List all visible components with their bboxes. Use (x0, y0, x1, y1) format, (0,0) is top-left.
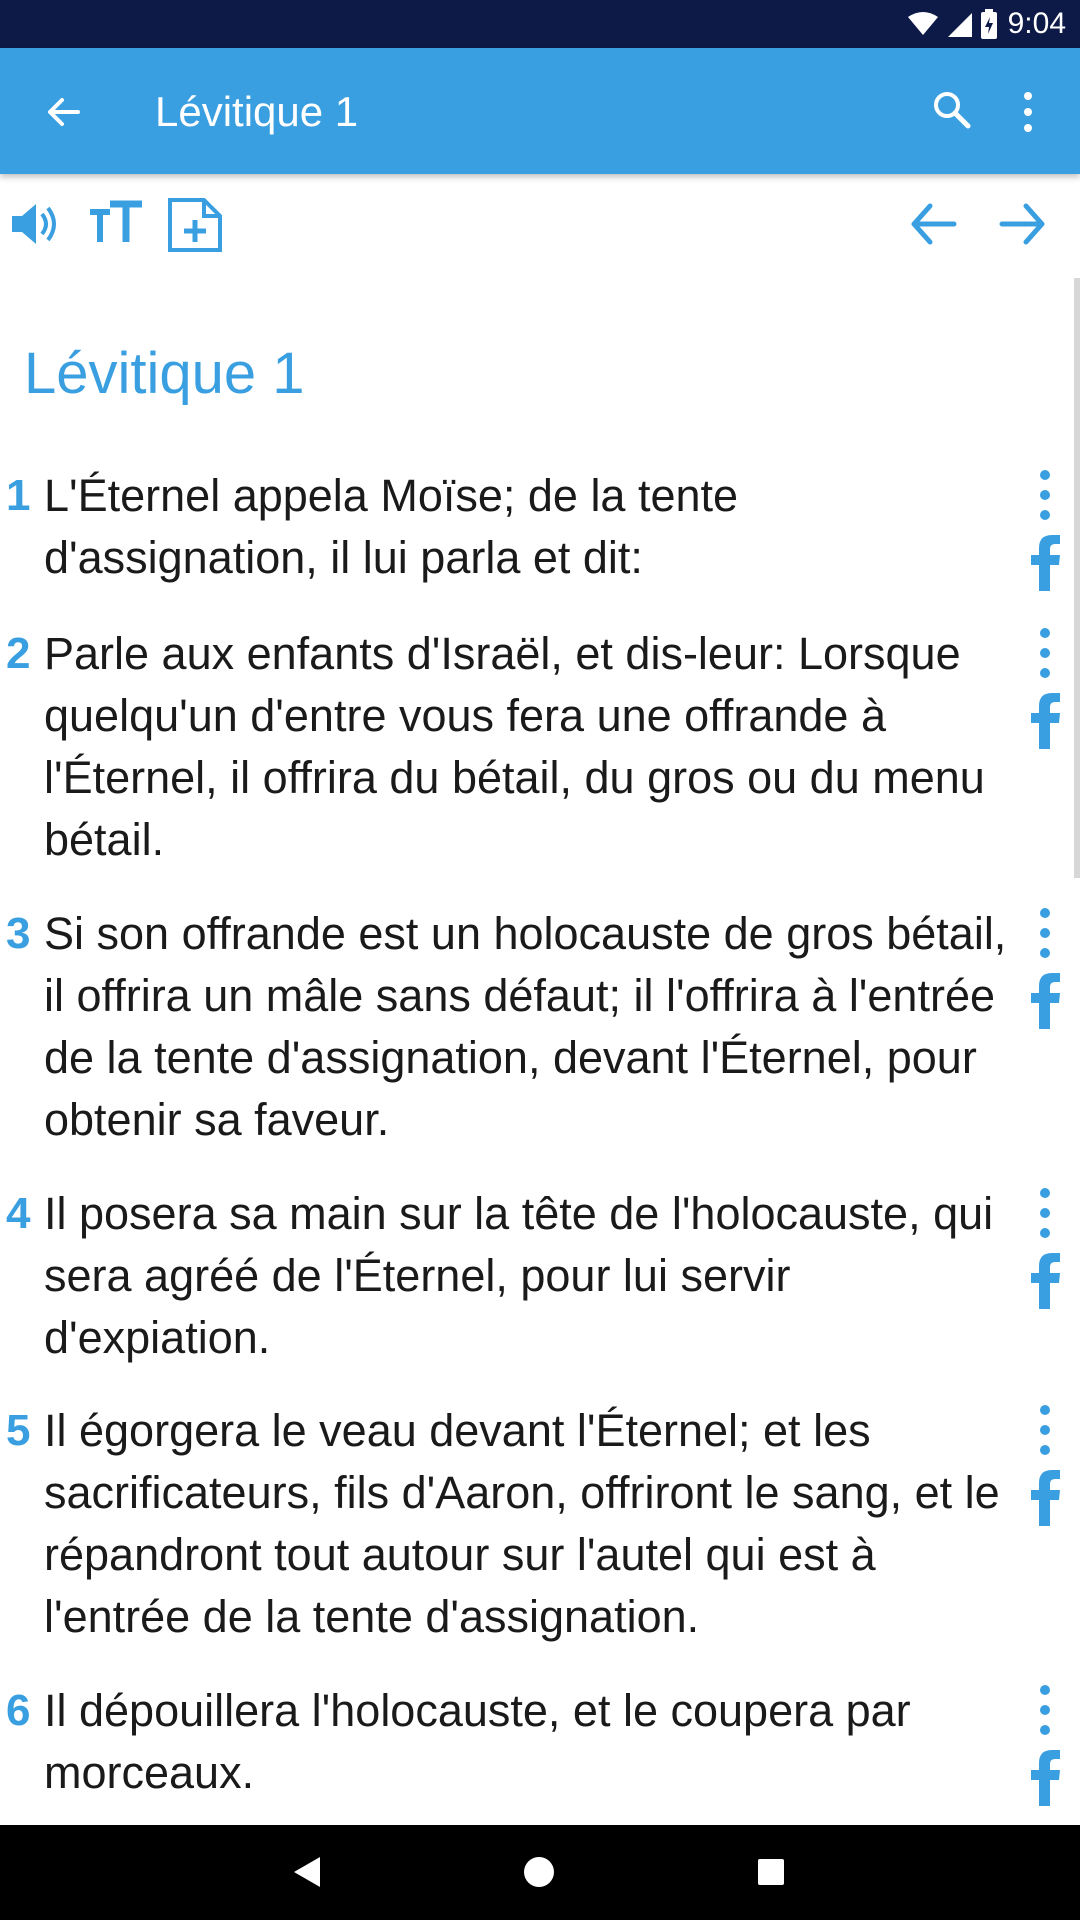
chapter-heading: Lévitique 1 (24, 341, 305, 406)
reader-toolbar (0, 196, 1080, 260)
verse-number: 5 (6, 1406, 31, 1455)
status-time: 9:04 (1007, 7, 1066, 40)
facebook-share-icon[interactable] (1028, 693, 1062, 749)
facebook-share-icon[interactable] (1028, 535, 1062, 591)
verse-text: Il égorgera le veau devant l'Éternel; et les sacrificateurs, fils d'Aaron, offriront le sang, et le répandront tout autour sur l'autel qui est à l'entrée de la tente d'assignation. (44, 1405, 1000, 1642)
facebook-share-icon[interactable] (1028, 1253, 1062, 1309)
facebook-share-icon[interactable] (1028, 1470, 1062, 1526)
system-nav-bar (0, 1825, 1080, 1920)
chapter-content[interactable] (0, 260, 1080, 1825)
nav-recents-icon[interactable] (756, 1857, 786, 1887)
verse-number: 4 (6, 1189, 31, 1238)
signal-icon (946, 11, 972, 37)
wifi-icon (908, 11, 938, 37)
nav-back-icon[interactable] (292, 1855, 322, 1889)
app-bar (0, 48, 1080, 174)
verse-options-icon[interactable] (1030, 625, 1060, 681)
verse-text: Il dépouillera l'holocauste, et le coupera par morceaux. (44, 1685, 911, 1798)
verse-number: 6 (6, 1686, 31, 1735)
facebook-share-icon[interactable] (1028, 973, 1062, 1029)
verse-text: Il posera sa main sur la tête de l'holocauste, qui sera agréé de l'Éternel, pour lui servir d'expiation. (44, 1188, 994, 1363)
previous-chapter-icon[interactable] (908, 196, 958, 252)
add-note-icon[interactable] (166, 196, 224, 254)
verse-text: Si son offrande est un holocauste de gros bétail, il offrira un mâle sans défaut; il l'offrira à l'entrée de la tente d'assignation, devant l'Éternel, pour obtenir sa faveur. (44, 908, 1007, 1145)
nav-home-icon[interactable] (522, 1855, 556, 1889)
next-chapter-icon[interactable] (998, 196, 1048, 252)
verse-options-icon[interactable] (1030, 467, 1060, 523)
verse-options-icon[interactable] (1030, 1185, 1060, 1241)
battery-icon (980, 9, 998, 39)
verse-options-icon[interactable] (1030, 1402, 1060, 1458)
facebook-share-icon[interactable] (1028, 1750, 1062, 1806)
verse-text: Parle aux enfants d'Israël, et dis-leur: Lorsque quelqu'un d'entre vous fera une offrande à l'Éternel, il offrira du bétail, du gros ou du menu bétail. (44, 628, 985, 865)
more-vert-icon[interactable] (1010, 86, 1046, 138)
verse-options-icon[interactable] (1030, 905, 1060, 961)
status-bar (0, 0, 1080, 48)
verse-number: 3 (6, 909, 31, 958)
speaker-icon[interactable] (10, 196, 60, 252)
verse-number: 1 (6, 471, 31, 520)
page-title: Lévitique 1 (155, 88, 359, 135)
verse-options-icon[interactable] (1030, 1682, 1060, 1738)
text-size-icon[interactable] (88, 196, 144, 252)
scrollbar[interactable] (1074, 278, 1080, 878)
search-icon[interactable] (930, 88, 974, 132)
verse-number: 2 (6, 629, 31, 678)
back-arrow-icon[interactable] (38, 86, 90, 138)
verse-text: L'Éternel appela Moïse; de la tente d'assignation, il lui parla et dit: (44, 470, 739, 583)
